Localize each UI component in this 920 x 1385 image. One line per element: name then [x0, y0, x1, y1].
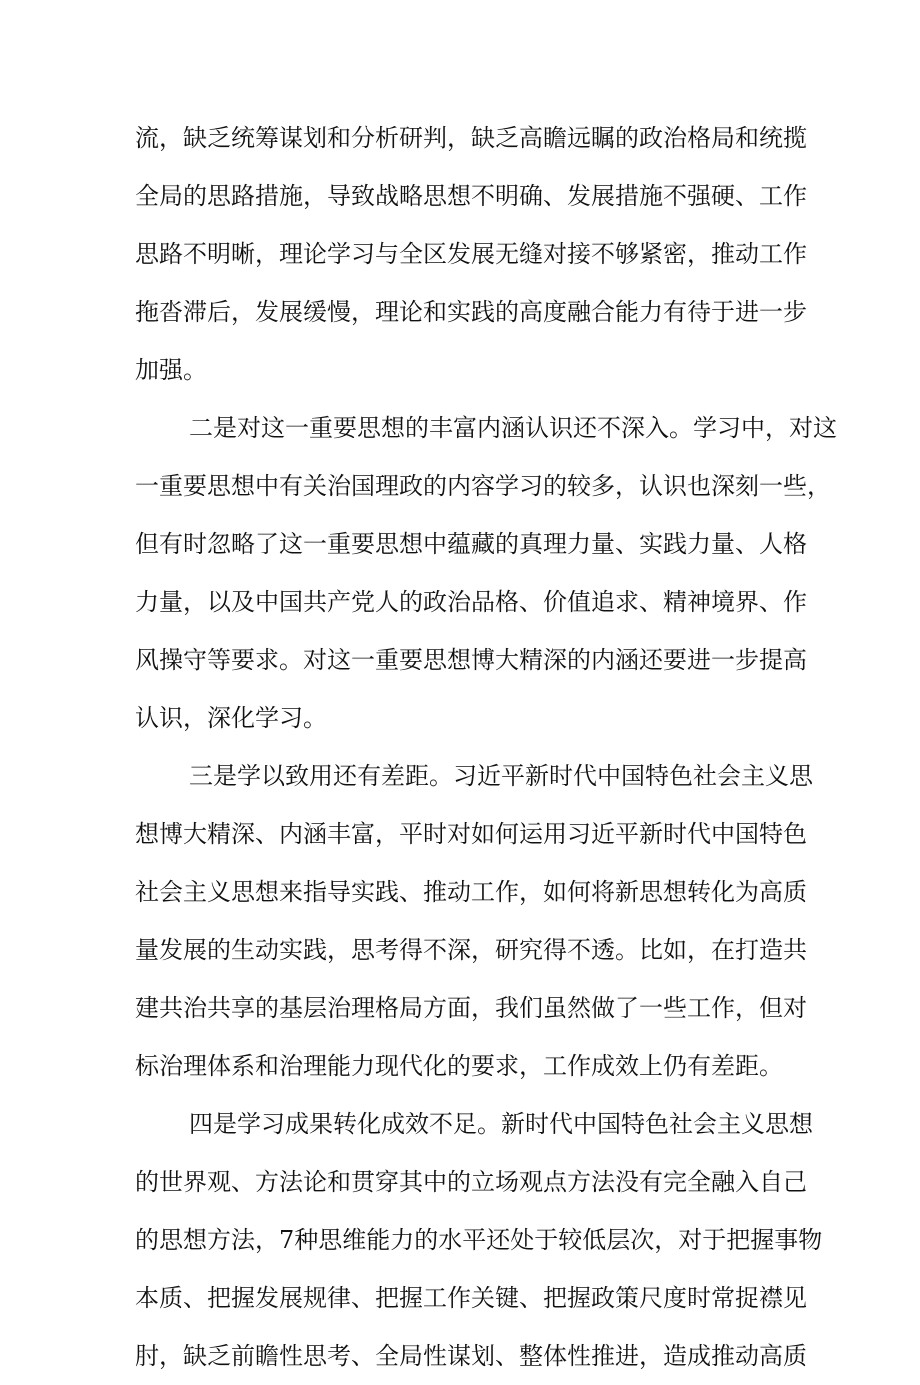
- text-line: 但有时忽略了这一重要思想中蕴藏的真理力量、实践力量、人格: [135, 530, 807, 558]
- text-line: 建共治共享的基层治理格局方面，我们虽然做了一些工作，但对: [135, 994, 807, 1022]
- text-line: 想博大精深、内涵丰富，平时对如何运用习近平新时代中国特色: [135, 820, 807, 848]
- text-line: 社会主义思想来指导实践、推动工作，如何将新思想转化为高质: [135, 878, 807, 906]
- text-line: 加强。: [135, 356, 207, 384]
- text-line: 二是对这一重要思想的丰富内涵认识还不深入。学习中，对这: [189, 414, 837, 442]
- text-line: 标治理体系和治理能力现代化的要求，工作成效上仍有差距。: [135, 1052, 783, 1080]
- text-line: 肘，缺乏前瞻性思考、全局性谋划、整体性推进，造成推动高质: [135, 1342, 807, 1370]
- paragraph-3: [135, 747, 813, 1095]
- text-line: 流，缺乏统筹谋划和分析研判，缺乏高瞻远瞩的政治格局和统揽: [135, 124, 807, 152]
- text-line: 认识，深化学习。: [135, 704, 327, 732]
- text-line: 一重要思想中有关治国理政的内容学习的较多，认识也深刻一些，: [135, 472, 831, 500]
- text-line: 思路不明晰，理论学习与全区发展无缝对接不够紧密，推动工作: [135, 240, 807, 268]
- text-line: 风操守等要求。对这一重要思想博大精深的内涵还要进一步提高: [135, 646, 807, 674]
- text-line: 量发展的生动实践，思考得不深，研究得不透。比如，在打造共: [135, 936, 807, 964]
- text-line: 四是学习成果转化成效不足。新时代中国特色社会主义思想: [189, 1110, 813, 1138]
- text-line: 全局的思路措施，导致战略思想不明确、发展措施不强硬、工作: [135, 182, 807, 210]
- text-line: 的世界观、方法论和贯穿其中的立场观点方法没有完全融入自己: [135, 1168, 807, 1196]
- text-line: 力量，以及中国共产党人的政治品格、价值追求、精神境界、作: [135, 588, 807, 616]
- text-line: 三是学以致用还有差距。习近平新时代中国特色社会主义思: [189, 762, 813, 790]
- paragraph-4: [135, 1095, 823, 1385]
- text-line: 拖沓滞后，发展缓慢，理论和实践的高度融合能力有待于进一步: [135, 298, 807, 326]
- text-line: 的思想方法，7种思维能力的水平还处于较低层次，对于把握事物: [135, 1226, 823, 1254]
- paragraph-1: [135, 109, 807, 399]
- document-body: [135, 109, 837, 1385]
- text-line: 本质、把握发展规律、把握工作关键、把握政策尺度时常捉襟见: [135, 1284, 807, 1312]
- paragraph-2: [135, 399, 837, 747]
